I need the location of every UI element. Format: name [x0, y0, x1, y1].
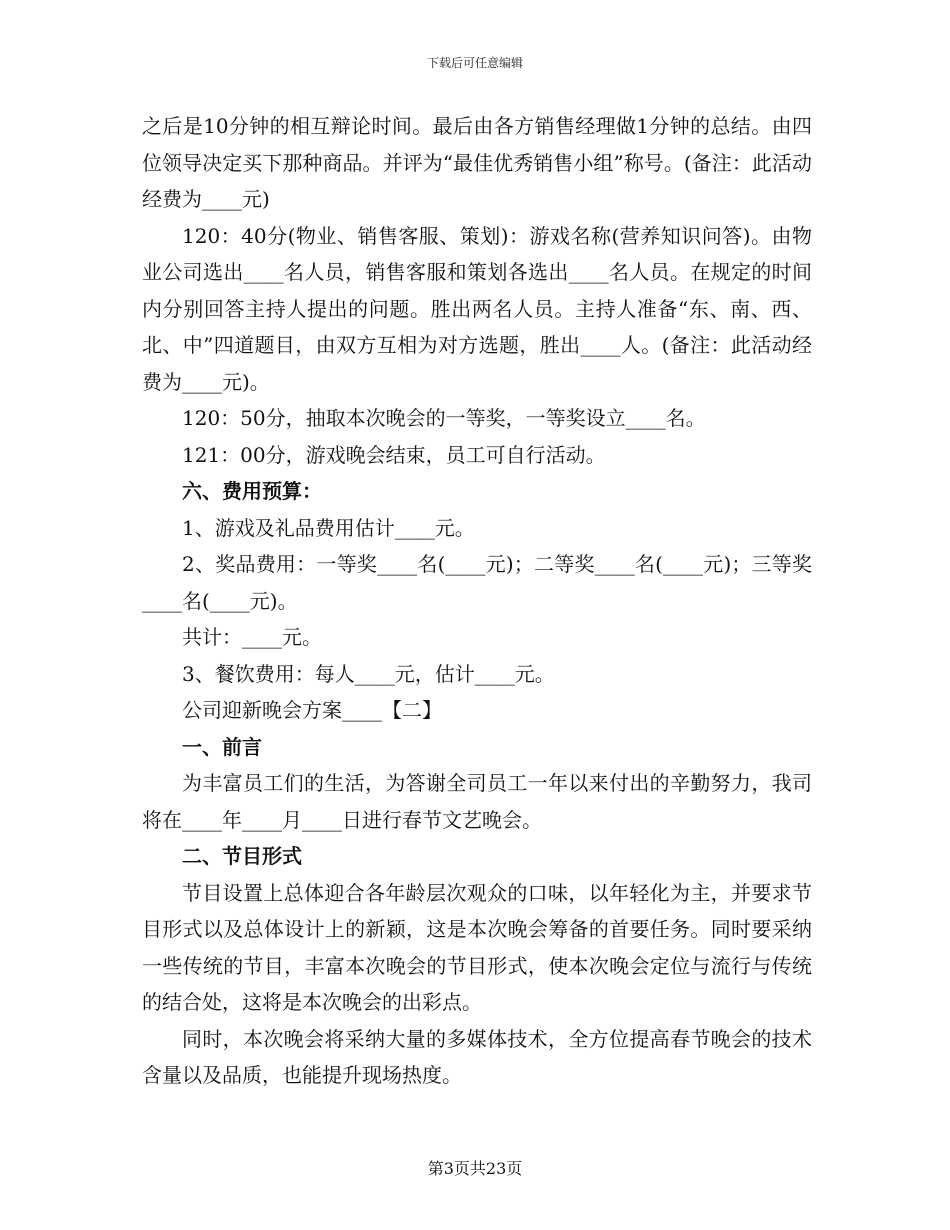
document-body [142, 108, 812, 1094]
heading-preface: 一、前言 [182, 734, 262, 759]
paragraph-game-cost: 1、游戏及礼品费用估计____元。 [182, 515, 475, 540]
paragraph-preface: 为丰富员工们的生活，为答谢全司员工一年以来付出的辛勤努力，我司将在____年____月____日进行春节文艺晚会。 [142, 771, 812, 832]
paragraph-multimedia: 同时，本次晚会将采纳大量的多媒体技术，全方位提高春节晚会的技术含量以及品质，也能提升现场热度。 [142, 1026, 812, 1087]
paragraph-quiz-game: 120：40分(物业、销售客服、策划)：游戏名称(营养知识问答)。由物业公司选出____名人员，销售客服和策划各选出____名人员。在规定的时间内分别回答主持人提出的问题。胜出两名人员。主持人准备“东、南、西、北、中”四道题目，由双方互相为对方选题，胜出____人。(备注：此活动经费为____元)。 [142, 223, 812, 394]
paragraph-first-prize: 120：50分，抽取本次晚会的一等奖，一等奖设立____名。 [182, 406, 706, 430]
paragraph-party-end: 121：00分，游戏晚会结束，员工可自行活动。 [182, 442, 606, 467]
paragraph-program-format: 节目设置上总体迎合各年龄层次观众的口味，以年轻化为主，并要求节目形式以及总体设计上的新颖，这是本次晚会筹备的首要任务。同时要采纳一些传统的节目，丰富本次晚会的节目形式，使本次晚会定位与流行与传统的结合处，这将是本次晚会的出彩点。 [142, 880, 812, 1014]
heading-program-format: 二、节目形式 [182, 844, 302, 868]
paragraph-catering-cost: 3、餐饮费用：每人____元，估计____元。 [182, 661, 555, 686]
paragraph-debate: 之后是10分钟的相互辩论时间。最后由各方销售经理做1分钟的总结。由四位领导决定买下那种商品。并评为“最佳优秀销售小组”称号。(备注：此活动经费为____元) [142, 114, 812, 211]
page-header: 下载后可任意编辑 [426, 56, 523, 70]
paragraph-total: 共计：____元。 [182, 625, 322, 649]
page-number: 第3页共23页 [427, 1159, 523, 1178]
heading-budget: 六、费用预算： [182, 479, 322, 503]
section-title-plan-two: 公司迎新晚会方案____【二】 [182, 698, 442, 722]
paragraph-prize-cost: 2、奖品费用：一等奖____名(____元)；二等奖____名(____元)；三等奖____名(____元)。 [142, 552, 812, 613]
